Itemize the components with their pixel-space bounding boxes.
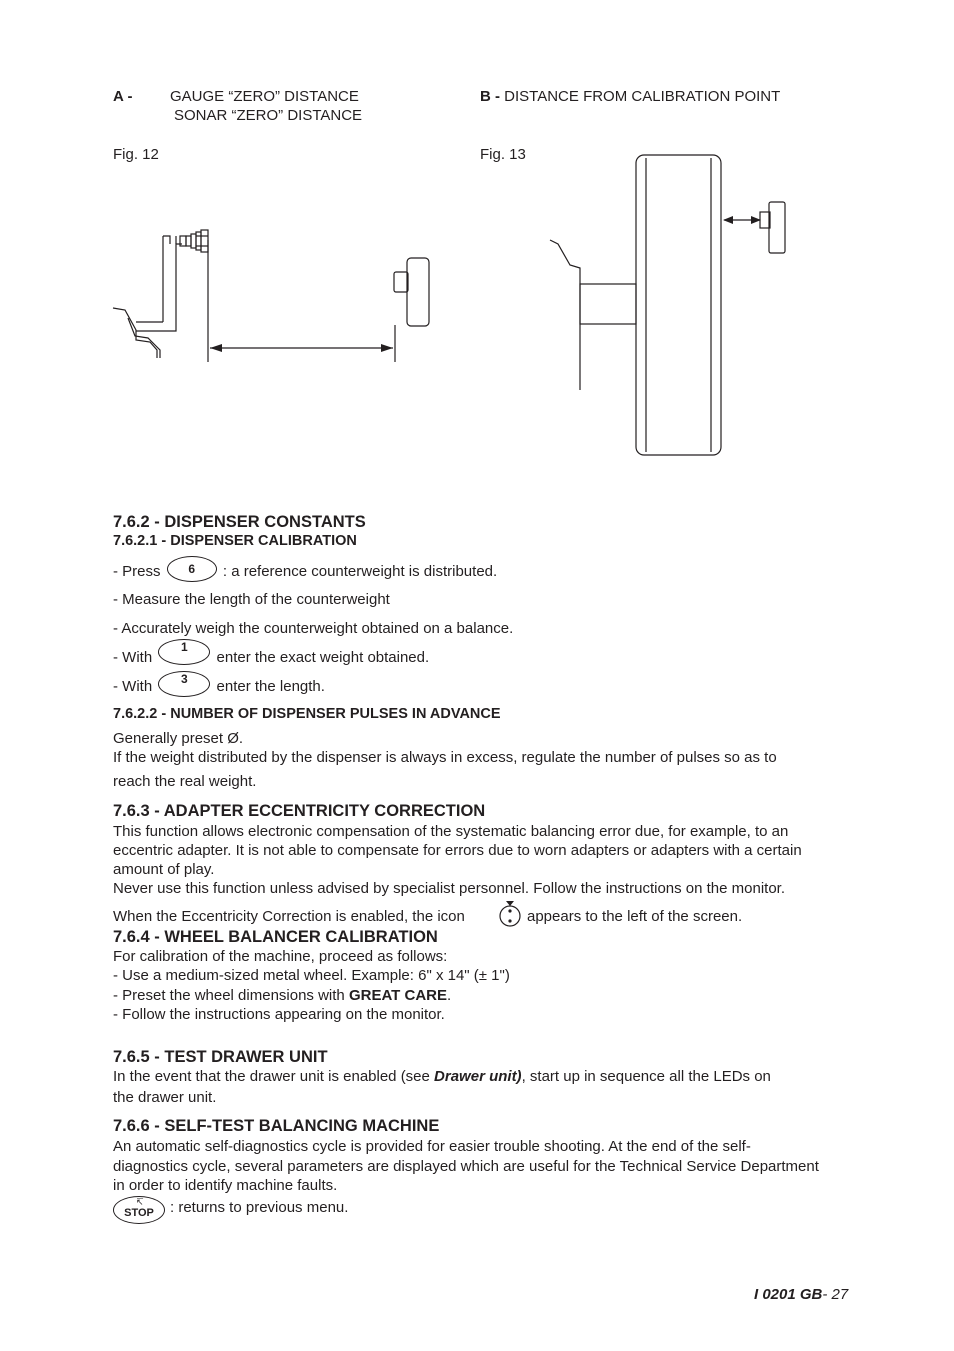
label-a-line1: GAUGE “ZERO” DISTANCE [170, 88, 359, 105]
s764-line-1: For calibration of the machine, proceed as follows: [113, 948, 448, 965]
section-762-title: 7.6.2 - DISPENSER CONSTANTS [113, 513, 366, 531]
section-766-title: 7.6.6 - SELF-TEST BALANCING MACHINE [113, 1117, 440, 1135]
key-3-button: 3 [158, 671, 210, 697]
s763-line-3: amount of play. [113, 861, 215, 878]
s764-line-4: - Follow the instructions appearing on the monitor. [113, 1006, 445, 1023]
with3-line: - With 3 enter the length. [113, 677, 325, 697]
label-a-line2: SONAR “ZERO” DISTANCE [174, 107, 363, 124]
eccentricity-icon [497, 899, 523, 929]
excess-line-1: If the weight distributed by the dispenser is always in excess, regulate the number of pulses so as to [113, 749, 777, 766]
section-7622-title: 7.6.2.2 - NUMBER OF DISPENSER PULSES IN ADVANCE [113, 706, 501, 722]
s763-line-4: Never use this function unless advised by specialist personnel. Follow the instructions on the monitor. [113, 880, 786, 897]
fig13-caption: Fig. 13 [480, 146, 526, 163]
stop-line-text: : returns to previous menu. [170, 1199, 349, 1216]
s763-line-1: This function allows electronic compensation of the systematic balancing error due, for example, to an [113, 823, 789, 840]
s763-icon-pre: When the Eccentricity Correction is enabled, the icon [113, 908, 465, 925]
stop-key-button [113, 1196, 165, 1224]
label-b: B - DISTANCE FROM CALIBRATION POINT [480, 88, 781, 105]
section-764-title: 7.6.4 - WHEEL BALANCER CALIBRATION [113, 928, 438, 946]
s765-line-2: the drawer unit. [113, 1089, 217, 1106]
label-a-prefix: A - [113, 88, 133, 105]
stop-key-label: STOP [124, 1207, 154, 1219]
excess-line-2: reach the real weight. [113, 773, 257, 790]
press-line: - Press 6 : a reference counterweight is distributed. [113, 562, 497, 582]
key-1-button: 1 [158, 639, 210, 665]
fig12-caption: Fig. 12 [113, 146, 159, 163]
s763-icon-post: appears to the left of the screen. [527, 908, 743, 925]
preset-line: Generally preset Ø. [113, 730, 244, 747]
fig13-diagram [0, 0, 954, 480]
stop-arrow-icon: ↸ [136, 1197, 144, 1207]
s764-line-2: - Use a medium-sized metal wheel. Example: 6" x 14" (± 1") [113, 967, 510, 984]
s766-line-1: An automatic self-diagnostics cycle is provided for easier trouble shooting. At the end of the self- [113, 1138, 751, 1155]
s765-line-1: In the event that the drawer unit is enabled (see Drawer unit), start up in sequence all the LEDs on [113, 1068, 771, 1085]
measure-line: - Measure the length of the counterweight [113, 591, 390, 608]
s764-line-3: - Preset the wheel dimensions with GREAT CARE. [113, 987, 452, 1004]
weigh-line: - Accurately weigh the counterweight obtained on a balance. [113, 620, 514, 637]
section-7621-title: 7.6.2.1 - DISPENSER CALIBRATION [113, 533, 357, 549]
key-6-button: 6 [167, 556, 217, 582]
section-765-title: 7.6.5 - TEST DRAWER UNIT [113, 1048, 328, 1066]
page-footer: I 0201 GB- 27 [754, 1286, 849, 1303]
s766-line-3: in order to identify machine faults. [113, 1177, 338, 1194]
section-763-title: 7.6.3 - ADAPTER ECCENTRICITY CORRECTION [113, 802, 486, 820]
s766-line-2: diagnostics cycle, several parameters are displayed which are useful for the Technical Service Department [113, 1158, 819, 1175]
with1-line: - With 1 enter the exact weight obtained. [113, 640, 430, 666]
s763-line-2: eccentric adapter. It is not able to compensate for errors due to worn adapters or adapters with a certain [113, 842, 802, 859]
